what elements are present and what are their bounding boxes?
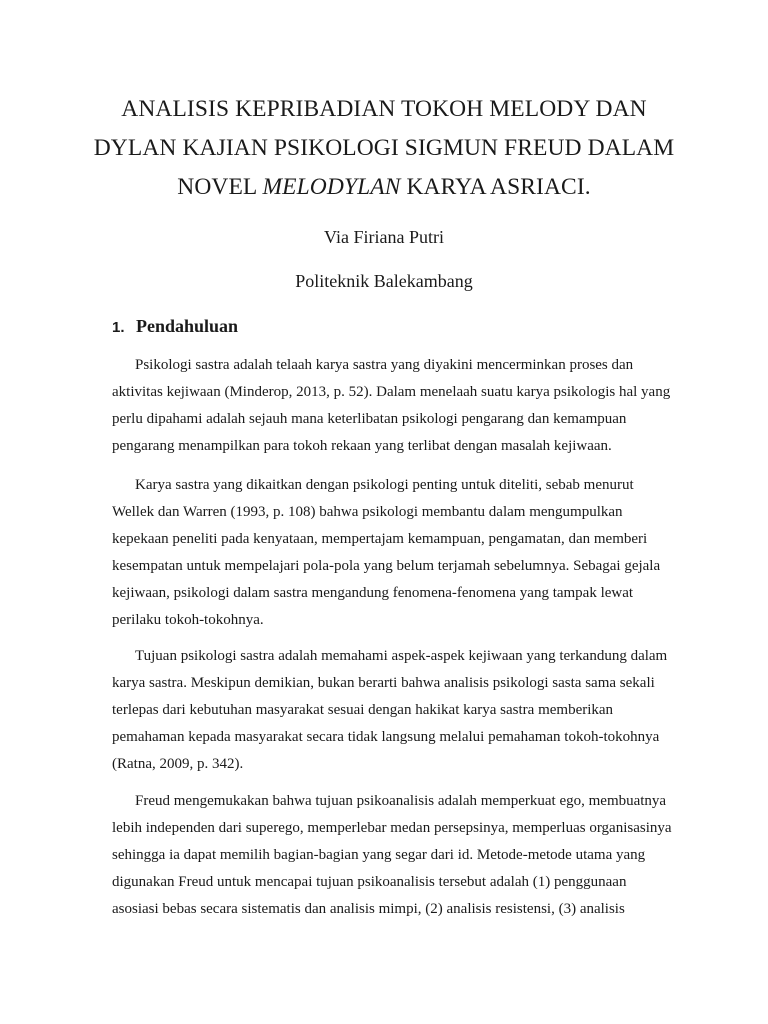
paragraph-4 [112, 788, 672, 923]
paragraph-line: Tujuan psikologi sastra adalah memahami aspek-aspek kejiwaan yang terkandung dalam [135, 648, 668, 664]
title-novel-name: MELODYLAN [262, 174, 401, 200]
title-line-3-pre: NOVEL [177, 174, 263, 200]
paragraph-line: Wellek dan Warren (1993, p. 108) bahwa psikologi membantu dalam mengumpulkan [112, 504, 623, 520]
title-line-1: ANALISIS KEPRIBADIAN TOKOH MELODY DAN [121, 96, 647, 122]
section-number: 1. [112, 319, 125, 336]
title-line-2: DYLAN KAJIAN PSIKOLOGI SIGMUN FREUD DALAM [93, 135, 675, 161]
paragraph-line: sehingga ia dapat memilih bagian-bagian yang segar dari id. Metode-metode utama yang [112, 847, 646, 863]
paragraph-3 [112, 643, 672, 778]
paragraph-line: pemahaman kepada masyarakat secara tidak langsung melalui pemahaman tokoh-tokohnya [112, 729, 660, 745]
paragraph-line: (Ratna, 2009, p. 342). [112, 756, 244, 772]
paragraph-line: Karya sastra yang dikaitkan dengan psikologi penting untuk diteliti, sebab menurut [135, 477, 634, 493]
section-heading [112, 313, 238, 341]
paragraph-line: kesempatan untuk mempelajari pola-pola yang belum terjamah sebelumnya. Sebagai gejala [112, 558, 661, 574]
author-affiliation: Politeknik Balekambang [295, 271, 473, 291]
title-line-3 [60, 168, 708, 207]
paragraph-line: digunakan Freud untuk mencapai tujuan psikoanalisis tersebut adalah (1) penggunaan [112, 874, 627, 890]
author-name: Via Firiana Putri [324, 227, 444, 247]
paragraph-line: kejiwaan, psikologi dalam sastra mengandung fenomena-fenomena yang tampak lewat [112, 585, 634, 601]
paragraph-line: perlu dipahami adalah sejauh mana keterlibatan psikologi pengarang dan kemampuan [112, 411, 627, 427]
section-title: Pendahuluan [136, 316, 239, 336]
paragraph-line: lebih independen dari superego, memperlebar medan persepsinya, memperluas organisasinya [112, 820, 672, 836]
document-title [60, 90, 708, 207]
title-line-3-post: KARYA ASRIACI. [400, 174, 591, 200]
paragraph-line: karya sastra. Meskipun demikian, bukan berarti bahwa analisis psikologi sasta sama sekali [112, 675, 655, 691]
paragraph-1 [112, 352, 672, 460]
paragraph-line: Psikologi sastra adalah telaah karya sastra yang diyakini mencerminkan proses dan [135, 357, 634, 373]
paragraph-line: asosiasi bebas secara sistematis dan analisis mimpi, (2) analisis resistensi, (3) analisis [112, 901, 625, 917]
paragraph-line: perilaku tokoh-tokohnya. [112, 612, 264, 628]
paragraph-line: aktivitas kejiwaan (Minderop, 2013, p. 52). Dalam menelaah suatu karya psikologis hal yang [112, 384, 671, 400]
paragraph-2 [112, 472, 672, 634]
paragraph-line: pengarang menampilkan para tokoh rekaan yang terlibat dengan masalah kejiwaan. [112, 438, 612, 454]
paragraph-line: terlepas dari kebutuhan masyarakat sesuai dengan hakikat karya sastra memberikan [112, 702, 614, 718]
paragraph-line: Freud mengemukakan bahwa tujuan psikoanalisis adalah memperkuat ego, membuatnya [135, 793, 667, 809]
paragraph-line: kepekaan peneliti pada kenyataan, mempertajam kemampuan, pengamatan, dan memberi [112, 531, 648, 547]
